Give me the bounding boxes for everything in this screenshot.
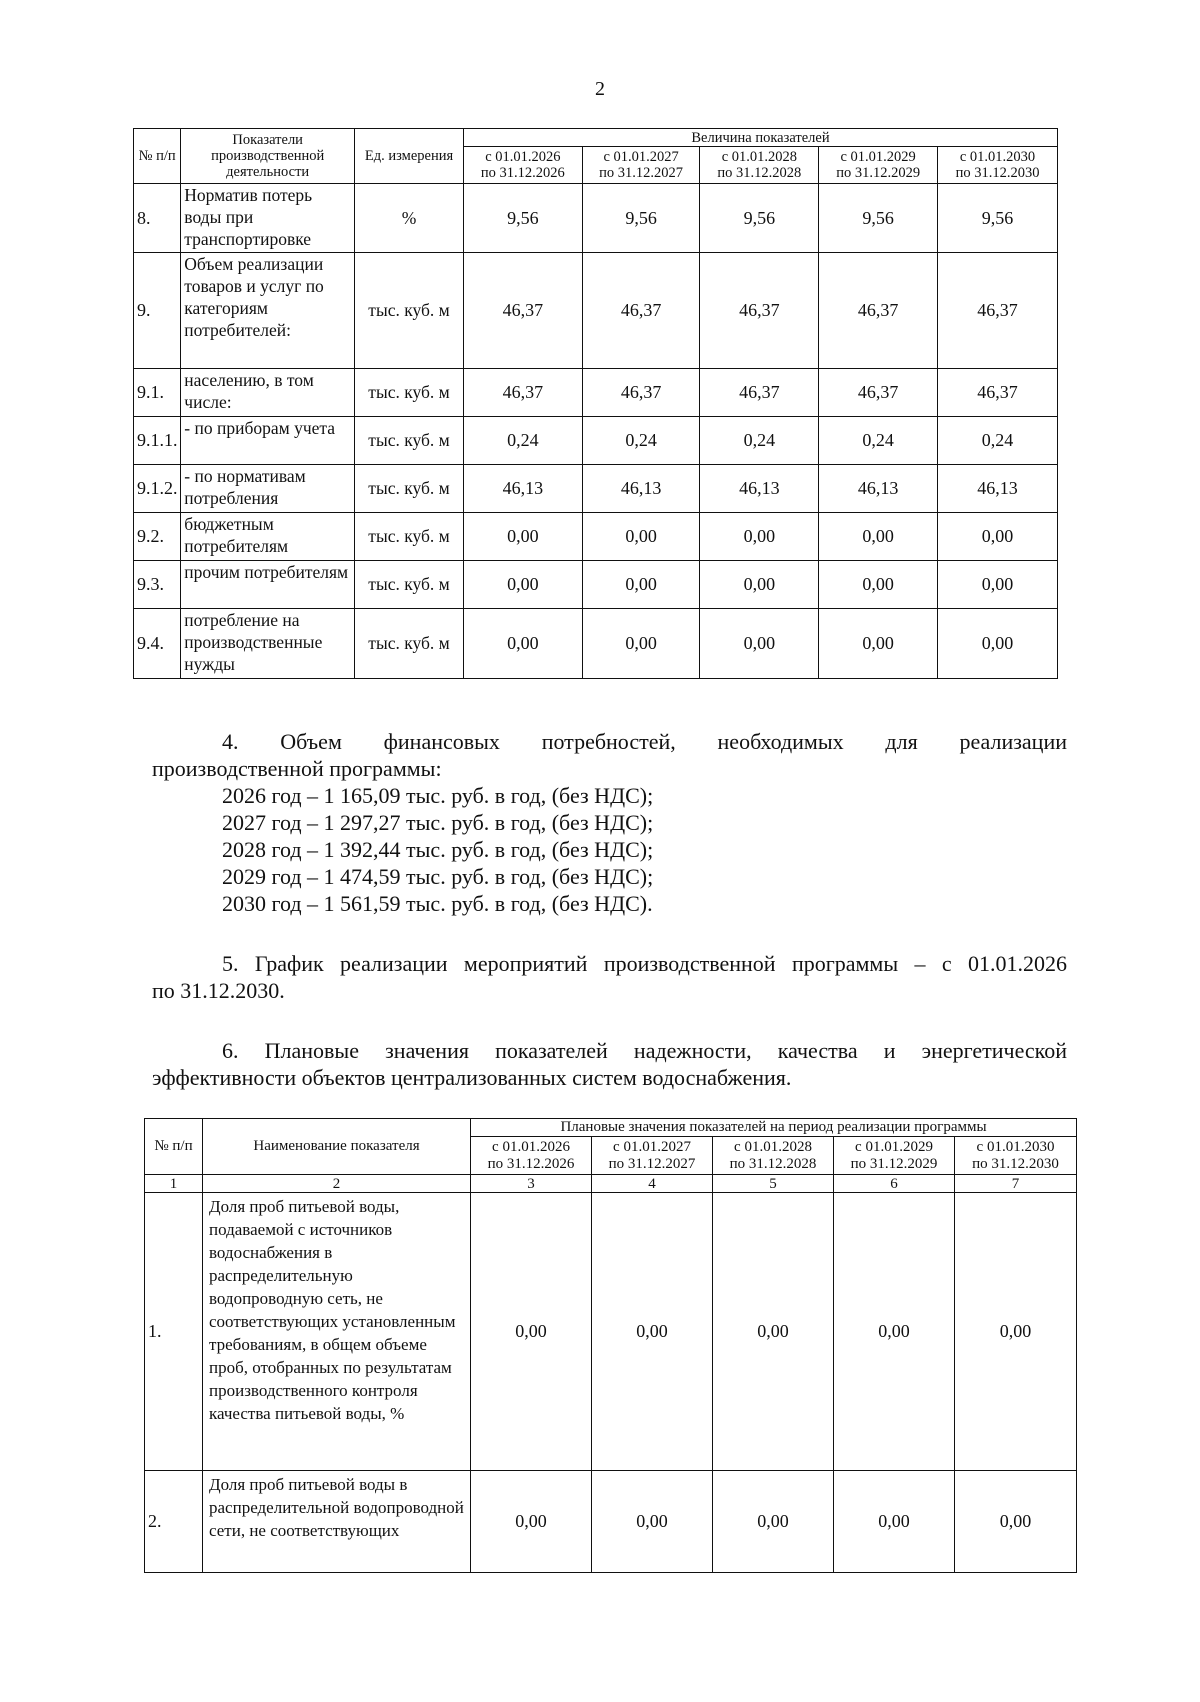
table-row — [134, 369, 1058, 417]
t2-header-period: с 01.01.2030 по 31.12.2030 — [955, 1137, 1077, 1175]
table-row — [134, 561, 1058, 609]
row-value: 0,00 — [713, 1193, 834, 1471]
row-value: 46,37 — [700, 369, 819, 417]
row-name: - по нормативам потребления — [181, 465, 355, 513]
row-value: 0,00 — [955, 1471, 1077, 1573]
row-value: 0,24 — [700, 417, 819, 465]
row-name: Норматив потерь воды при транспортировке — [181, 184, 355, 253]
row-name: Доля проб питьевой воды, подаваемой с источников водоснабжения в распределительную водопроводную сеть, не соответствующих установленным требованиям, в общем объеме проб, отобранных по результатам производственного контроля качества питьевой воды, % — [203, 1193, 471, 1471]
cost-line: 2029 год – 1 474,59 тыс. руб. в год, (без НДС); — [222, 864, 654, 889]
section-4-lead: 4. Объем финансовых потребностей, необходимых для реализации — [222, 729, 1067, 754]
t1-header-num: № п/п — [134, 129, 181, 184]
row-value: 0,00 — [582, 513, 700, 561]
section-6-cont: эффективности объектов централизованных систем водоснабжения. — [152, 1065, 792, 1090]
row-value: 0,00 — [834, 1471, 955, 1573]
row-value: 46,37 — [463, 253, 582, 369]
row-unit: тыс. куб. м — [355, 513, 464, 561]
cost-line: 2028 год – 1 392,44 тыс. руб. в год, (без НДС); — [222, 837, 654, 862]
row-num: 2. — [145, 1471, 203, 1573]
column-number: 5 — [713, 1175, 834, 1193]
row-num: 9. — [134, 253, 181, 369]
column-number: 3 — [471, 1175, 592, 1193]
row-num: 1. — [145, 1193, 203, 1471]
row-value: 9,56 — [700, 184, 819, 253]
row-value: 0,00 — [955, 1193, 1077, 1471]
row-value: 0,24 — [819, 417, 938, 465]
section-5-cont: по 31.12.2030. — [152, 978, 285, 1003]
cost-line: 2026 год – 1 165,09 тыс. руб. в год, (без НДС); — [222, 783, 654, 808]
table-row — [145, 1193, 1077, 1471]
t1-header-period: с 01.01.2027 по 31.12.2027 — [582, 147, 700, 184]
section-4-cont: производственной программы: — [152, 756, 442, 781]
t2-header-num: № п/п — [145, 1119, 203, 1175]
table-row — [134, 465, 1058, 513]
row-unit: тыс. куб. м — [355, 369, 464, 417]
row-value: 0,00 — [700, 513, 819, 561]
row-value: 0,00 — [819, 561, 938, 609]
column-number: 1 — [145, 1175, 203, 1193]
row-unit: тыс. куб. м — [355, 465, 464, 513]
row-name: Доля проб питьевой воды в распределительной водопроводной сети, не соответствующих — [203, 1471, 471, 1573]
table-row — [134, 417, 1058, 465]
section-6 — [152, 1037, 1067, 1091]
row-value: 0,00 — [819, 513, 938, 561]
row-value: 0,24 — [463, 417, 582, 465]
row-value: 0,00 — [592, 1471, 713, 1573]
row-num: 9.2. — [134, 513, 181, 561]
row-value: 0,00 — [713, 1471, 834, 1573]
row-value: 46,37 — [700, 253, 819, 369]
column-numbers-row — [145, 1175, 1077, 1193]
t2-header-period: с 01.01.2027 по 31.12.2027 — [592, 1137, 713, 1175]
row-name: Объем реализации товаров и услуг по категориям потребителей: — [181, 253, 355, 369]
section-5 — [152, 950, 1067, 1004]
row-value: 0,00 — [700, 561, 819, 609]
section-6-lead: 6. Плановые значения показателей надежности, качества и энергетической — [222, 1038, 1067, 1063]
row-value: 9,56 — [938, 184, 1058, 253]
row-value: 0,00 — [938, 513, 1058, 561]
row-value: 0,00 — [471, 1471, 592, 1573]
t1-header-name: Показатели производственной деятельности — [181, 129, 355, 184]
column-number: 2 — [203, 1175, 471, 1193]
section-4 — [152, 728, 1067, 917]
reliability-indicators-table — [144, 1118, 1077, 1573]
row-unit: % — [355, 184, 464, 253]
t2-header-period: с 01.01.2026 по 31.12.2026 — [471, 1137, 592, 1175]
row-unit: тыс. куб. м — [355, 253, 464, 369]
row-name: бюджетным потребителям — [181, 513, 355, 561]
t2-header-period: с 01.01.2028 по 31.12.2028 — [713, 1137, 834, 1175]
cost-line: 2027 год – 1 297,27 тыс. руб. в год, (без НДС); — [222, 810, 654, 835]
t1-header-period: с 01.01.2029 по 31.12.2029 — [819, 147, 938, 184]
row-value: 46,13 — [819, 465, 938, 513]
t1-header-group: Величина показателей — [463, 129, 1057, 147]
row-value: 0,24 — [938, 417, 1058, 465]
column-number: 7 — [955, 1175, 1077, 1193]
row-value: 46,37 — [938, 253, 1058, 369]
row-value: 46,13 — [463, 465, 582, 513]
table-row — [134, 513, 1058, 561]
row-value: 0,00 — [938, 561, 1058, 609]
row-value: 0,24 — [582, 417, 700, 465]
row-value: 0,00 — [700, 609, 819, 679]
row-num: 9.1. — [134, 369, 181, 417]
t1-header-period: с 01.01.2026 по 31.12.2026 — [463, 147, 582, 184]
row-name: прочим потребителям — [181, 561, 355, 609]
column-number: 6 — [834, 1175, 955, 1193]
row-value: 0,00 — [834, 1193, 955, 1471]
page-number: 2 — [595, 78, 605, 100]
row-value: 9,56 — [582, 184, 700, 253]
row-value: 0,00 — [463, 561, 582, 609]
row-value: 0,00 — [463, 609, 582, 679]
row-name: потребление на производственные нужды — [181, 609, 355, 679]
row-value: 46,13 — [700, 465, 819, 513]
column-number: 4 — [592, 1175, 713, 1193]
row-value: 0,00 — [592, 1193, 713, 1471]
row-unit: тыс. куб. м — [355, 417, 464, 465]
row-value: 0,00 — [463, 513, 582, 561]
row-value: 46,13 — [938, 465, 1058, 513]
row-value: 9,56 — [463, 184, 582, 253]
row-name: населению, в том числе: — [181, 369, 355, 417]
row-value: 0,00 — [582, 609, 700, 679]
table-row — [134, 184, 1058, 253]
row-value: 46,37 — [463, 369, 582, 417]
row-num: 9.4. — [134, 609, 181, 679]
table-row — [145, 1471, 1077, 1573]
row-value: 46,37 — [582, 369, 700, 417]
cost-line: 2030 год – 1 561,59 тыс. руб. в год, (без НДС). — [222, 891, 653, 916]
row-num: 9.3. — [134, 561, 181, 609]
t2-header-group: Плановые значения показателей на период реализации программы — [471, 1119, 1077, 1137]
row-unit: тыс. куб. м — [355, 609, 464, 679]
production-indicators-table — [133, 128, 1058, 679]
t2-header-period: с 01.01.2029 по 31.12.2029 — [834, 1137, 955, 1175]
row-value: 0,00 — [582, 561, 700, 609]
row-value: 46,37 — [819, 369, 938, 417]
row-num: 9.1.2. — [134, 465, 181, 513]
row-num: 9.1.1. — [134, 417, 181, 465]
row-name: - по приборам учета — [181, 417, 355, 465]
row-value: 46,37 — [938, 369, 1058, 417]
t1-header-period: с 01.01.2028 по 31.12.2028 — [700, 147, 819, 184]
row-value: 0,00 — [938, 609, 1058, 679]
t1-header-unit: Ед. измерения — [355, 129, 464, 184]
section-5-lead: 5. График реализации мероприятий производственной программы – с 01.01.2026 — [222, 951, 1067, 976]
row-value: 46,37 — [582, 253, 700, 369]
table-row — [134, 253, 1058, 369]
row-value: 46,37 — [819, 253, 938, 369]
row-value: 0,00 — [471, 1193, 592, 1471]
row-unit: тыс. куб. м — [355, 561, 464, 609]
t2-header-name: Наименование показателя — [203, 1119, 471, 1175]
row-value: 46,13 — [582, 465, 700, 513]
table-row — [134, 609, 1058, 679]
t1-header-period: с 01.01.2030 по 31.12.2030 — [938, 147, 1058, 184]
row-num: 8. — [134, 184, 181, 253]
row-value: 9,56 — [819, 184, 938, 253]
row-value: 0,00 — [819, 609, 938, 679]
